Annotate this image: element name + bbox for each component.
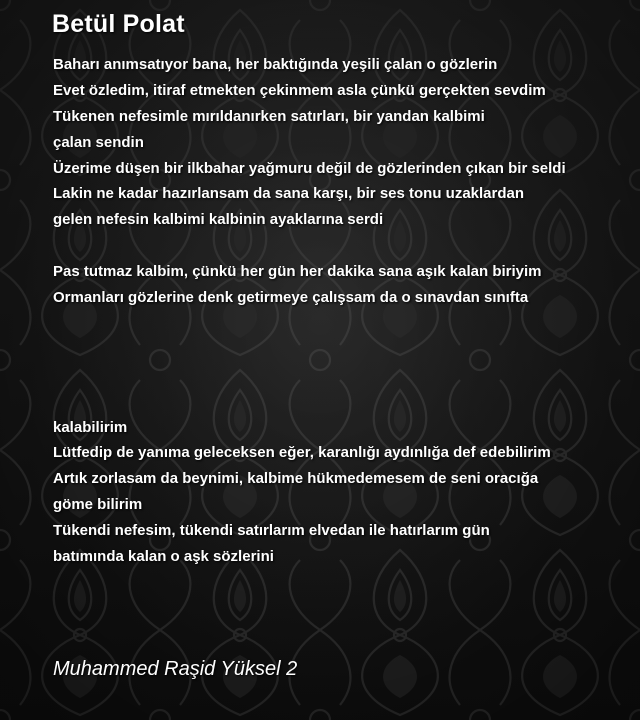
poem-line: göme bilirim xyxy=(53,496,143,514)
poem-line: Artık zorlasam da beynimi, kalbime hükmedemesem de seni oracığa xyxy=(53,470,539,488)
poem-author: Muhammed Raşid Yüksel 2 xyxy=(53,658,298,680)
poem-line: Evet özledim, itiraf etmekten çekinmem asla çünkü gerçekten sevdim xyxy=(53,81,546,99)
stanza-gap xyxy=(53,233,633,259)
poem-body xyxy=(53,52,633,570)
poem-title: Betül Polat xyxy=(52,10,185,38)
stanza-gap xyxy=(53,311,633,415)
poem-line: gelen nefesin kalbimi kalbinin ayaklarına serdi xyxy=(53,211,384,229)
poem-line: Üzerime düşen bir ilkbahar yağmuru değil de gözlerinden çıkan bir seldi xyxy=(53,159,566,177)
poem-line: çalan sendin xyxy=(53,133,144,151)
poem-line: Tükenen nefesimle mırıldanırken satırları, bir yandan kalbimi xyxy=(53,107,485,125)
poem-line: Baharı anımsatıyor bana, her baktığında yeşili çalan o gözlerin xyxy=(53,56,498,73)
poem-line: Tükendi nefesim, tükendi satırlarım elvedan ile hatırlarım gün xyxy=(53,522,490,540)
poem-line: batımında kalan o aşk sözlerini xyxy=(53,547,274,565)
poem-line: Ormanları gözlerine denk getirmeye çalışsam da o sınavdan sınıfta xyxy=(53,289,529,307)
poem-line: Pas tutmaz kalbim, çünkü her gün her dakika sana aşık kalan biriyim xyxy=(53,263,542,281)
poem-line: Lakin ne kadar hazırlansam da sana karşı, bir ses tonu uzaklardan xyxy=(53,185,525,203)
poem-line: kalabilirim xyxy=(53,418,128,436)
poem-line: Lütfedip de yanıma geleceksen eğer, karanlığı aydınlığa def edebilirim xyxy=(53,444,551,462)
